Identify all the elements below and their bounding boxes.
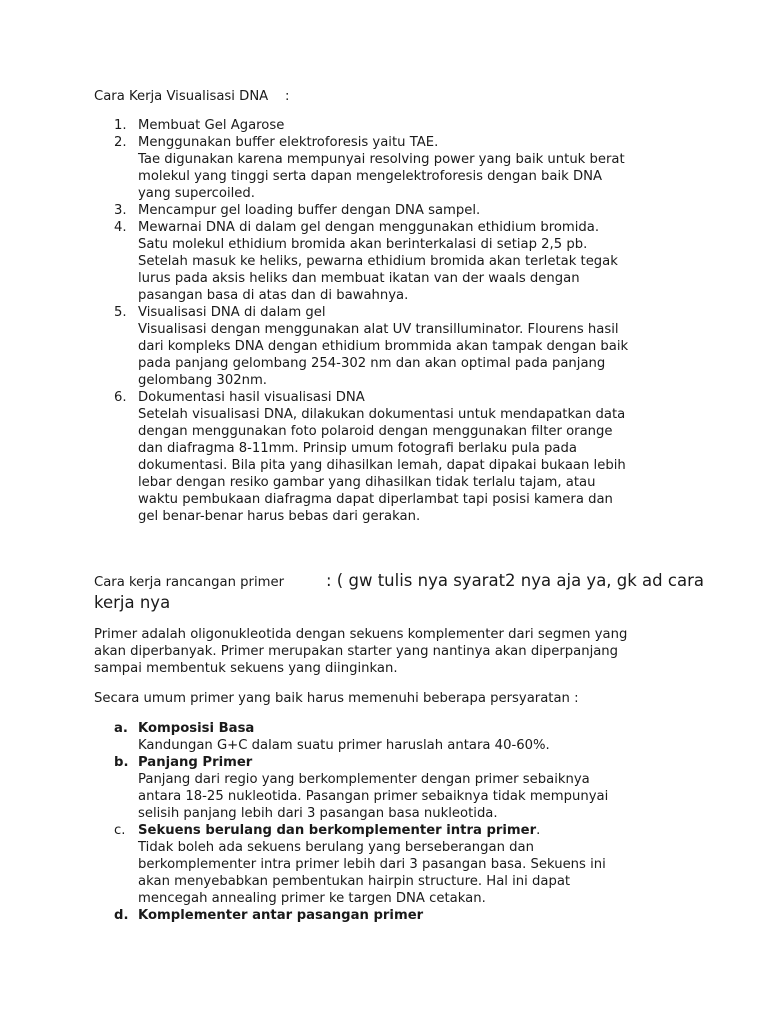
- item-line: yang supercoiled.: [138, 186, 255, 201]
- list-item: [94, 202, 694, 219]
- item-line: Tae digunakan karena mempunyai resolving power yang baik untuk berat: [138, 152, 625, 167]
- item-number: 1.: [114, 118, 127, 133]
- paragraph-line: sampai membentuk sekuens yang diinginkan.: [94, 661, 398, 676]
- item-line: Kandungan G+C dalam suatu primer haruslah antara 40-60%.: [138, 738, 550, 753]
- item-line: Tidak boleh ada sekuens berulang yang berseberangan dan: [138, 840, 534, 855]
- visualisasi-steps-list: [94, 117, 694, 525]
- item-heading: Panjang Primer: [138, 755, 253, 770]
- item-line: antara 18-25 nukleotida. Pasangan primer sebaiknya tidak mempunyai: [138, 789, 609, 804]
- item-line: Setelah masuk ke heliks, pewarna ethidium bromida akan terletak tegak: [138, 254, 618, 269]
- list-item: [94, 389, 694, 525]
- section2-title-note: : ( gw tulis nya syarat2 nya aja ya, gk ad cara kerja nya: [94, 571, 704, 612]
- item-line: Mewarnai DNA di dalam gel dengan menggunakan ethidium bromida.: [138, 220, 600, 235]
- item-line: Setelah visualisasi DNA, dilakukan dokumentasi untuk mendapatkan data: [138, 407, 626, 422]
- section2-title-text: Cara kerja rancangan primer: [94, 575, 285, 590]
- list-item: [94, 304, 694, 389]
- list-item: [94, 720, 694, 754]
- item-line: akan menyebabkan pembentukan hairpin structure. Hal ini dapat: [138, 874, 571, 889]
- item-line: waktu pembukaan diafragma dapat diperlambat tapi posisi kamera dan: [138, 492, 613, 507]
- item-line: dari kompleks DNA dengan ethidium brommida akan tampak dengan baik: [138, 339, 629, 354]
- item-line: Mencampur gel loading buffer dengan DNA sampel.: [138, 203, 481, 218]
- item-heading-tail: .: [536, 823, 541, 838]
- item-line: Satu molekul ethidium bromida akan berinterkalasi di setiap 2,5 pb.: [138, 237, 588, 252]
- item-line: pasangan basa di atas dan di bawahnya.: [138, 288, 409, 303]
- paragraph-line: akan diperbanyak. Primer merupakan starter yang nantinya akan diperpanjang: [94, 644, 619, 659]
- item-line: gel benar-benar harus bebas dari gerakan.: [138, 509, 421, 524]
- item-number: 5.: [114, 305, 127, 320]
- section2-title: [94, 570, 714, 614]
- item-line: Dokumentasi hasil visualisasi DNA: [138, 390, 365, 405]
- item-line: dengan menggunakan foto polaroid dengan menggunakan filter orange: [138, 424, 613, 439]
- requirements-intro: Secara umum primer yang baik harus memenuhi beberapa persyaratan :: [94, 691, 579, 706]
- item-number: 4.: [114, 220, 127, 235]
- item-line: Visualisasi DNA di dalam gel: [138, 305, 326, 320]
- list-item: [94, 134, 694, 202]
- list-item: [94, 907, 694, 924]
- item-number: 3.: [114, 203, 127, 218]
- primer-definition-paragraph: [94, 626, 704, 677]
- item-line: pada panjang gelombang 254-302 nm dan akan optimal pada panjang: [138, 356, 606, 371]
- list-item: [94, 117, 694, 134]
- item-line: Membuat Gel Agarose: [138, 118, 285, 133]
- item-heading: Komposisi Basa: [138, 721, 255, 736]
- item-letter: d.: [114, 908, 129, 923]
- item-line: dokumentasi. Bila pita yang dihasilkan lemah, dapat dipakai bukaan lebih: [138, 458, 626, 473]
- item-letter: c.: [114, 823, 126, 838]
- item-line: molekul yang tinggi serta dapan mengelektroforesis dengan baik DNA: [138, 169, 603, 184]
- item-line: Menggunakan buffer elektroforesis yaitu TAE.: [138, 135, 439, 150]
- item-number: 6.: [114, 390, 127, 405]
- item-letter: a.: [114, 721, 128, 736]
- paragraph-line: Primer adalah oligonukleotida dengan sekuens komplementer dari segmen yang: [94, 627, 628, 642]
- list-item: [94, 754, 694, 822]
- item-line: lebar dengan resiko gambar yang dihasilkan tidak terlalu tajam, atau: [138, 475, 596, 490]
- list-item: [94, 822, 694, 907]
- section1-title: Cara Kerja Visualisasi DNA :: [94, 89, 290, 104]
- list-item: [94, 219, 694, 304]
- primer-requirements-list: [94, 720, 694, 924]
- item-heading: Sekuens berulang dan berkomplementer intra primer: [138, 823, 537, 838]
- item-line: gelombang 302nm.: [138, 373, 268, 388]
- item-line: Visualisasi dengan menggunakan alat UV transilluminator. Flourens hasil: [138, 322, 619, 337]
- item-heading: Komplementer antar pasangan primer: [138, 908, 424, 923]
- item-line: Panjang dari regio yang berkomplementer dengan primer sebaiknya: [138, 772, 590, 787]
- item-letter: b.: [114, 755, 129, 770]
- item-number: 2.: [114, 135, 127, 150]
- item-line: lurus pada aksis heliks dan membuat ikatan van der waals dengan: [138, 271, 580, 286]
- item-line: dan diafragma 8-11mm. Prinsip umum fotografi berlaku pula pada: [138, 441, 577, 456]
- item-line: berkomplementer intra primer lebih dari 3 pasangan basa. Sekuens ini: [138, 857, 606, 872]
- item-line: selisih panjang lebih dari 3 pasangan basa nukleotida.: [138, 806, 498, 821]
- item-line: mencegah annealing primer ke targen DNA cetakan.: [138, 891, 486, 906]
